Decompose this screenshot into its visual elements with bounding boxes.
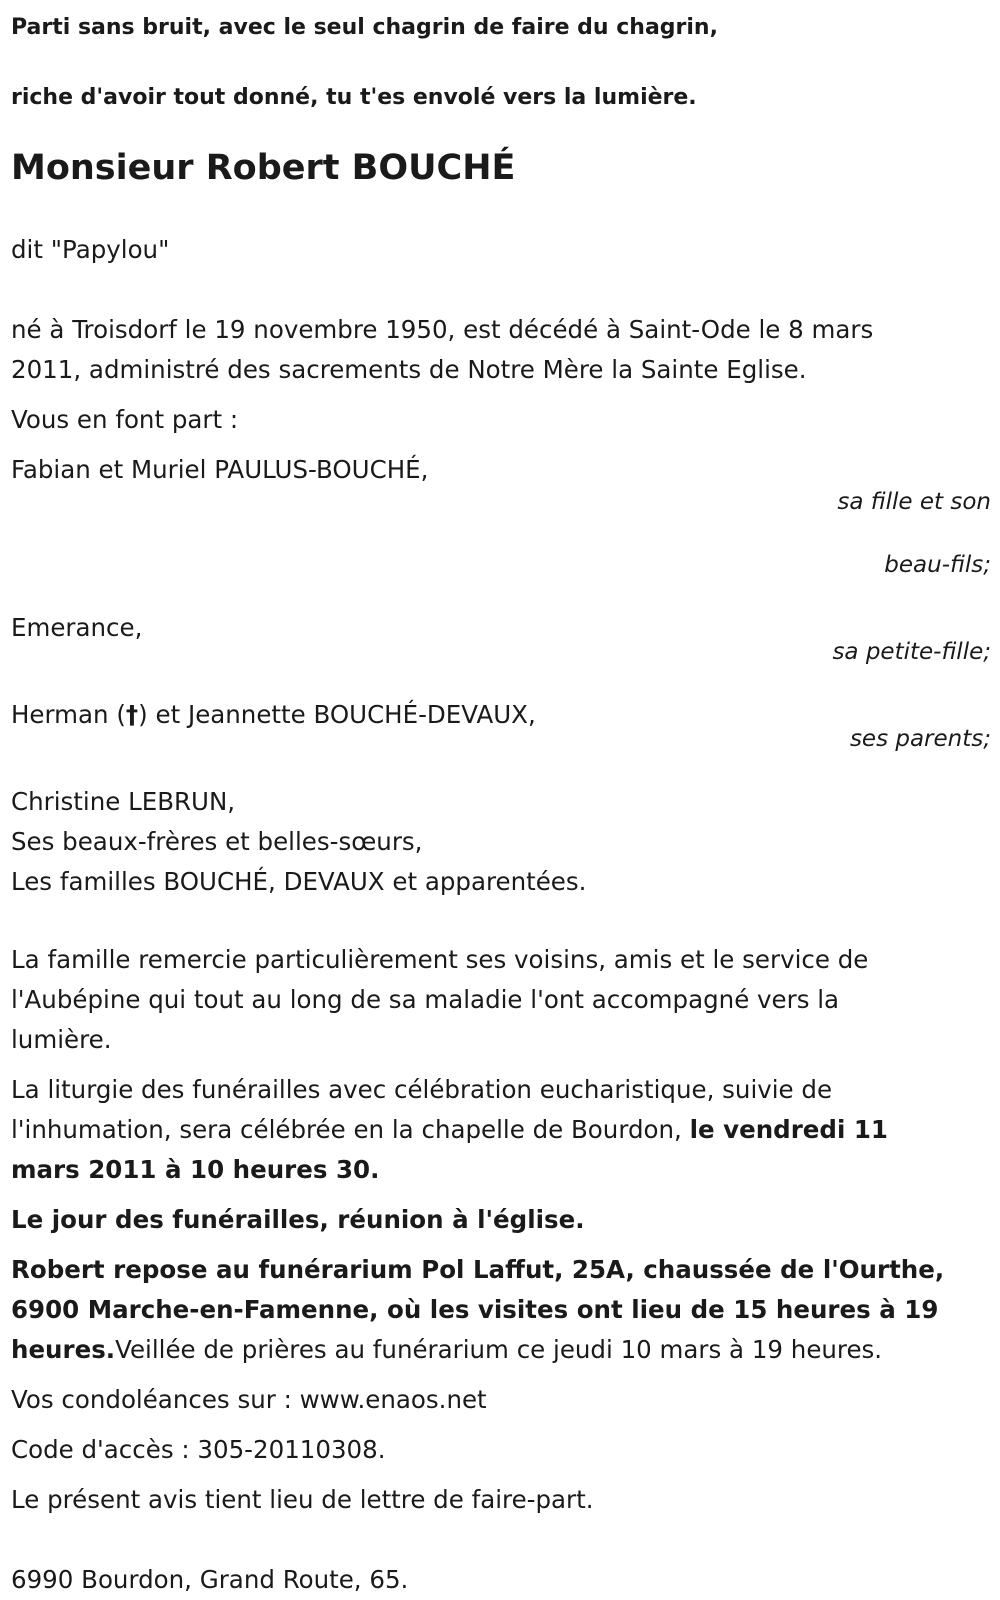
intro-line-1: Parti sans bruit, avec le seul chagrin de faire du chagrin, <box>11 15 718 40</box>
liturgy-line-3: mars 2011 à 10 heures 30. <box>11 1155 380 1184</box>
family-partner: Christine LEBRUN, <box>11 787 236 816</box>
meeting-text: Le jour des funérailles, réunion à l'église. <box>11 1205 585 1234</box>
visitation-hours-bold: heures. <box>11 1335 116 1364</box>
intro-quote <box>11 4 991 122</box>
birth-line-2: 2011, administré des sacrements de Notre Mère la Sainte Eglise. <box>11 355 807 384</box>
announce-text: Vous en font part : <box>11 405 239 434</box>
liturgy-line-2-plain: l'inhumation, sera célébrée en la chapelle de Bourdon, <box>11 1115 690 1144</box>
role-daughter-2: beau-fils; <box>884 552 991 578</box>
birth-line-1: né à Troisdorf le 19 novembre 1950, est décédé à Saint-Ode le 8 mars <box>11 315 874 344</box>
liturgy-line-1: La liturgie des funérailles avec célébration eucharistique, suivie de <box>11 1075 833 1104</box>
liturgy-date-bold: le vendredi 11 <box>689 1115 888 1144</box>
nickname: dit "Papylou" <box>11 235 170 264</box>
address-text: 6990 Bourdon, Grand Route, 65. <box>11 1565 409 1594</box>
access-code-text: Code d'accès : 305-20110308. <box>11 1435 386 1464</box>
vigil-text: Veillée de prières au funérarium ce jeudi 10 mars à 19 heures. <box>115 1335 883 1364</box>
parents-text-a: Herman ( <box>11 700 126 729</box>
role-daughter-1: sa fille et son <box>837 489 991 515</box>
visitation-line-1: Robert repose au funérarium Pol Laffut, 25A, chaussée de l'Ourthe, <box>11 1255 945 1284</box>
visitation-line-2: 6900 Marche-en-Famenne, où les visites ont lieu de 15 heures à 19 <box>11 1295 939 1324</box>
cross-icon: † <box>125 700 139 729</box>
thanks-line-2: l'Aubépine qui tout au long de sa maladie l'ont accompagné vers la <box>11 985 840 1014</box>
condolences-text: Vos condoléances sur : www.enaos.net <box>11 1385 487 1414</box>
notice-text: Le présent avis tient lieu de lettre de faire-part. <box>11 1485 594 1514</box>
visitation-line-3 <box>11 1330 991 1370</box>
liturgy-line-2 <box>11 1110 991 1150</box>
family-families: Les familles BOUCHÉ, DEVAUX et apparentées. <box>11 867 587 896</box>
role-granddaughter: sa petite-fille; <box>832 639 991 665</box>
thanks-line-3: lumière. <box>11 1025 112 1054</box>
role-parents: ses parents; <box>849 726 991 752</box>
family-daughter: Fabian et Muriel PAULUS-BOUCHÉ, <box>11 455 429 484</box>
intro-line-2: riche d'avoir tout donné, tu t'es envolé vers la lumière. <box>11 85 697 110</box>
parents-text-b: ) et Jeannette BOUCHÉ-DEVAUX, <box>138 700 536 729</box>
obituary-document <box>11 0 991 1600</box>
family-inlaws: Ses beaux-frères et belles-sœurs, <box>11 827 423 856</box>
family-granddaughter: Emerance, <box>11 613 143 642</box>
thanks-line-1: La famille remercie particulièrement ses voisins, amis et le service de <box>11 945 869 974</box>
deceased-name: Monsieur Robert BOUCHÉ <box>11 148 516 188</box>
